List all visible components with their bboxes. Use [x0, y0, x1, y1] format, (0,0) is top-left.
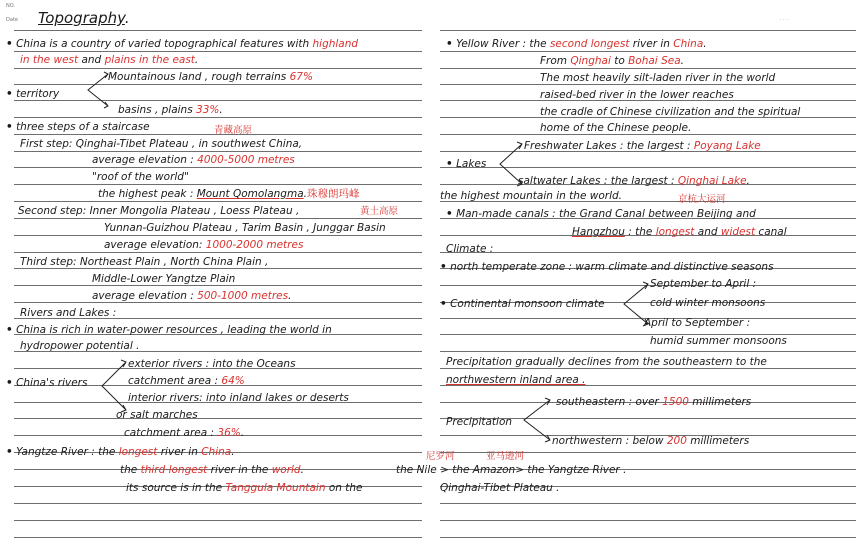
note-line-varied-features: • China is a country of varied topographical features with highland: [6, 38, 359, 50]
note-line-silt-laden: The most heavily silt-laden river in the world: [540, 72, 776, 84]
section-heading-climate: Climate :: [446, 243, 494, 255]
page-marks: · · ·: [780, 17, 788, 23]
note-line-chinas-rivers: • China's rivers: [6, 377, 88, 389]
note-line-yangtze-plain: Middle-Lower Yangtze Plain: [92, 273, 236, 285]
no-label: NO.: [6, 3, 16, 9]
note-line-third-step: Third step: Northeast Plain , North China Plain ,: [20, 256, 269, 268]
note-line-saltwater: saltwater Lakes : the largest : Qinghai Lake.: [518, 175, 750, 187]
page-title: Topography.: [38, 9, 130, 27]
note-line-west-east: in the west and plains in the east.: [20, 54, 199, 66]
note-line-from-qinghai: From Qinghai to Bohai Sea.: [540, 55, 684, 67]
note-line-april-sept: April to September :: [644, 317, 751, 329]
note-line-cold-winter: cold winter monsoons: [650, 297, 766, 309]
note-line-salt-marches: or salt marches: [116, 409, 198, 421]
note-line-northwestern-inland: northwestern inland area .: [446, 374, 586, 386]
section-heading-rivers-lakes: Rivers and Lakes :: [20, 307, 117, 319]
note-line-lakes: • Lakes: [446, 158, 487, 170]
note-line-highest-peak: the highest peak : Mount Qomolangma.珠穆朗玛峰: [98, 188, 360, 200]
note-line-mountainous: Mountainous land , rough terrains 67%: [108, 71, 313, 83]
note-line-spiritual-home: home of the Chinese people.: [540, 122, 692, 134]
note-line-interior-rivers: interior rivers: into inland lakes or deserts: [128, 392, 349, 404]
note-line-canals: • Man-made canals : the Grand Canal between Beijing and: [446, 208, 756, 220]
note-line-interior-catchment: catchment area : 36%.: [124, 427, 245, 439]
note-line-roof: "roof of the world": [92, 171, 189, 183]
note-line-freshwater: Freshwater Lakes : the largest : Poyang Lake: [524, 140, 761, 152]
note-line-exterior-catchment: catchment area : 64%: [128, 375, 245, 387]
annotation-qingzang: 青藏高原: [214, 125, 253, 136]
note-line-first-step: First step: Qinghai-Tibet Plateau , in southwest China,: [20, 138, 303, 150]
annotation-yamaxunhe: 亚马逊河: [486, 451, 525, 462]
note-line-second-step: Second step: Inner Mongolia Plateau , Loess Plateau ,: [18, 205, 300, 217]
note-line-nile-amazon: the Nile > the Amazon> the Yangtze River .: [396, 464, 627, 476]
note-line-yangtze-source: its source is in the Tanggula Mountain on the: [126, 482, 363, 494]
date-label: Date: [6, 17, 18, 23]
note-line-highest-mountain: the highest mountain in the world.: [440, 190, 622, 202]
annotation-niluohe: 尼罗河: [426, 451, 455, 462]
note-line-first-elevation: average elevation : 4000-5000 metres: [92, 154, 295, 166]
note-line-northwestern: northwestern : below 200 millimeters: [552, 435, 750, 447]
note-line-water-power: • China is rich in water-power resources , leading the world in: [6, 324, 332, 336]
note-line-continental: • Continental monsoon climate: [440, 298, 605, 310]
note-line-southeastern: southeastern : over 1500 millimeters: [556, 396, 752, 408]
note-line-precipitation: Precipitation: [446, 416, 513, 428]
note-line-qinghai-tibet: Qinghai-Tibet Plateau .: [440, 482, 560, 494]
note-line-staircase: • three steps of a staircase: [6, 121, 150, 133]
note-line-basins: basins , plains 33%.: [118, 104, 223, 116]
note-line-precip-declines: Precipitation gradually declines from the southeastern to the: [446, 356, 767, 368]
territory-bracket-icon: [74, 70, 110, 110]
note-line-raised-bed: raised-bed river in the lower reaches: [540, 89, 734, 101]
rivers-bracket-icon: [92, 358, 128, 414]
annotation-jinghang: 京杭大运河: [678, 194, 726, 205]
precipitation-bracket-icon: [514, 396, 552, 444]
note-line-territory: • territory: [6, 88, 60, 100]
note-line-hydropower: hydropower potential .: [20, 340, 140, 352]
note-line-humid-summer: humid summer monsoons: [650, 335, 787, 347]
note-line-third-elevation: average elevation : 500-1000 metres.: [92, 290, 292, 302]
note-line-yangtze-third: the third longest river in the world.: [120, 464, 304, 476]
note-line-sept-april: September to April :: [650, 278, 757, 290]
annotation-huangtu: 黄土高原: [360, 206, 399, 217]
note-line-yangtze-longest: • Yangtze River : the longest river in China.: [6, 446, 235, 458]
note-line-temperate: • north temperate zone : warm climate and distinctive seasons: [440, 261, 774, 273]
note-line-second-elevation: average elevation: 1000-2000 metres: [104, 239, 304, 251]
note-line-yunnan: Yunnan-Guizhou Plateau , Tarim Basin , Junggar Basin: [104, 222, 386, 234]
note-line-yellow-river: • Yellow River : the second longest river in China.: [446, 38, 707, 50]
note-line-cradle: the cradle of Chinese civilization and the spiritual: [540, 106, 801, 118]
note-line-exterior-rivers: exterior rivers : into the Oceans: [128, 358, 296, 370]
note-line-hangzhou: Hangzhou : the longest and widest canal: [572, 226, 787, 238]
